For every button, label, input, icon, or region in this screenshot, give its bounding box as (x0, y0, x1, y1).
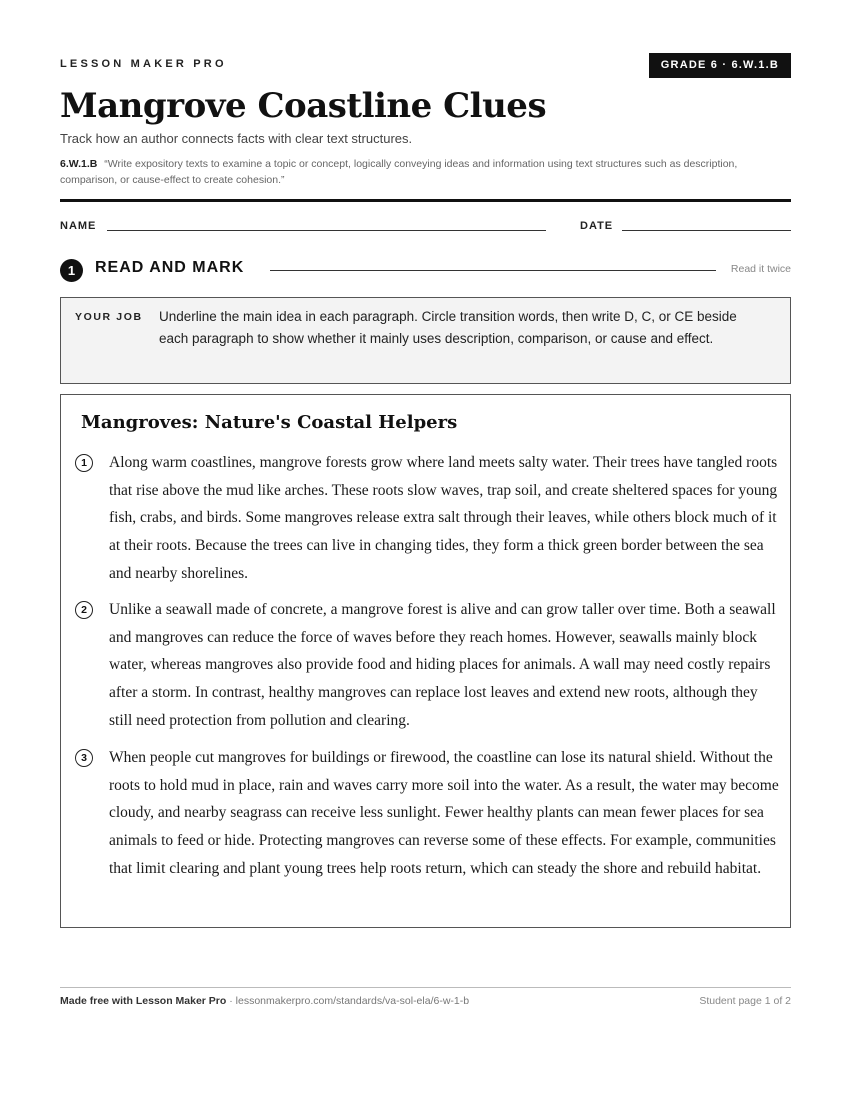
section-divider (270, 270, 716, 271)
name-label: NAME (60, 220, 97, 232)
passage-title: Mangroves: Nature's Coastal Helpers (81, 412, 458, 433)
paragraph-number-badge: 1 (75, 454, 93, 472)
footer-made-with: Made free with Lesson Maker Pro (60, 995, 227, 1007)
brand-name: LESSON MAKER PRO (60, 58, 227, 70)
section-title: READ AND MARK (95, 259, 245, 276)
standard-description (60, 156, 760, 188)
paragraph-text: Along warm coastlines, mangrove forests grow where land meets salty water. Their trees have tangled roots that rise above the mud like arches. These roots slow waves, trap soil, and create sheltered spaces for young fish, crabs, and birds. Some mangroves release extra salt through their leaves, while others block much of it at their roots. Because the trees can live in changing tides, they form a thick green border between the sea and nearby shorelines. (109, 454, 778, 582)
paragraph-number-badge: 2 (75, 601, 93, 619)
header-divider (60, 199, 791, 202)
instructions-text: Underline the main idea in each paragraph. Circle transition words, then write D, C, or CE beside each paragraph to show whether it mainly uses description, comparison, or cause and effect. (159, 309, 737, 346)
section-note: Read it twice (730, 263, 791, 275)
standard-text: “Write expository texts to examine a topic or concept, logically conveying ideas and information using text structures such as description, comparison, or cause-effect to create cohesion.” (60, 158, 738, 186)
instructions-label: YOUR JOB (75, 311, 143, 323)
standard-code: 6.W.1.B (60, 158, 98, 170)
footer-divider (60, 987, 791, 988)
footer-url: lessonmakerpro.com/standards/va-sol-ela/6-w-1-b (235, 995, 470, 1007)
section-number-badge: 1 (60, 259, 83, 282)
worksheet-page (60, 0, 791, 1100)
page-indicator: Student page 1 of 2 (699, 995, 791, 1007)
paragraph-number-badge: 3 (75, 749, 93, 767)
reading-passage (60, 394, 791, 928)
grade-badge: GRADE 6 · 6.W.1.B (649, 53, 791, 78)
date-field[interactable] (622, 230, 791, 231)
footer-credit (60, 995, 469, 1007)
instructions-box (60, 297, 791, 384)
name-field[interactable] (107, 230, 546, 231)
date-label: DATE (580, 220, 614, 232)
paragraph-text: Unlike a seawall made of concrete, a mangrove forest is alive and can grow taller over time. Both a seawall and mangroves can reduce the force of waves before they reach homes. However, seawalls mainly block water, whereas mangroves also provide food and hiding places for animals. A wall may need costly repairs after a storm. In contrast, healthy mangroves can replace lost leaves and extend new roots, although they still need protection from pollution and clearing. (109, 601, 776, 729)
footer-separator: · (226, 995, 236, 1007)
paragraph-text: When people cut mangroves for buildings or firewood, the coastline can lose its natural shield. Without the roots to hold mud in place, rain and waves carry more soil into the water. As a result, the water may become cloudy, and nearby seagrass can receive less sunlight. Fewer healthy plants can mean fewer places for sea animals to feed or hide. Protecting mangroves can reverse some of these effects. For example, communities that limit clearing and plant young trees help roots return, which can steady the shore and rebuild habitat. (109, 749, 779, 877)
page-subtitle: Track how an author connects facts with clear text structures. (60, 131, 413, 146)
page-title: Mangrove Coastline Clues (60, 86, 547, 126)
